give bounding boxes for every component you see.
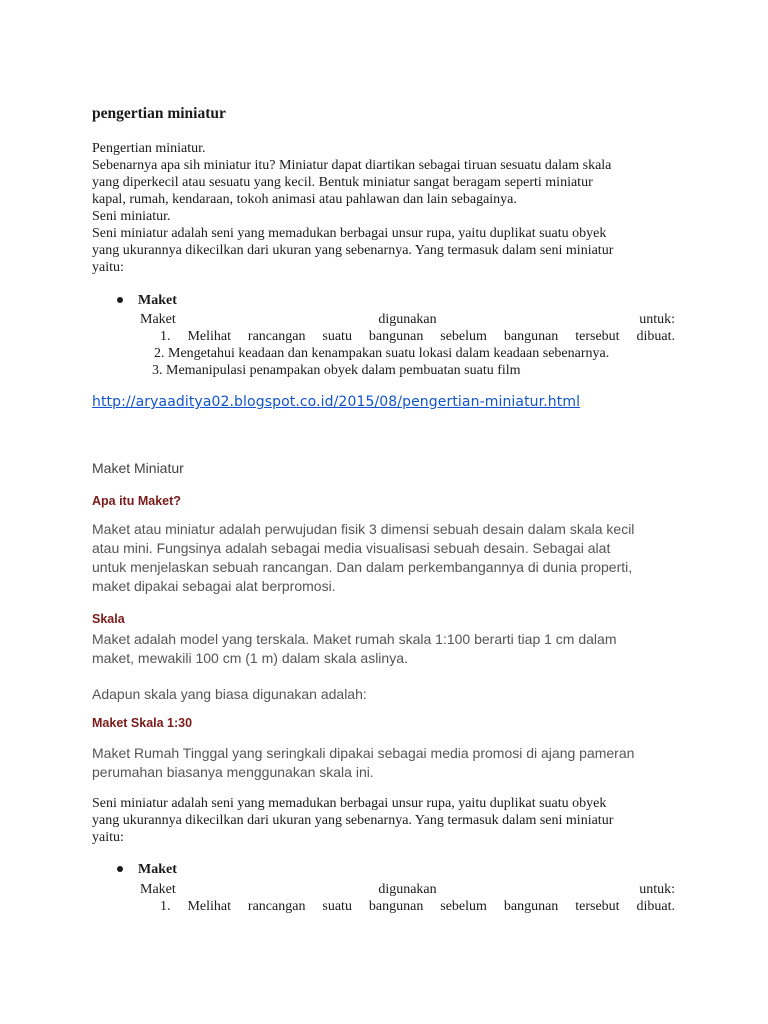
intro-line: yang diperkecil atau sesuatu yang kecil. Bentuk miniatur sangat beragam seperti miniatur (92, 175, 593, 190)
paragraph-line: untuk menjelaskan sebuah rancangan. Dan dalam perkembangannya di dunia properti, (92, 559, 633, 575)
intro-line: Seni miniatur. (92, 209, 171, 224)
used-for-line: Maket digunakan untuk: (140, 312, 675, 327)
intro-line: kapal, rumah, kendaraan, tokoh animasi atau pahlawan dan lain sebagainya. (92, 192, 517, 207)
intro-line: yang ukurannya dikecilkan dari ukuran yang sebenarnya. Yang termasuk dalam seni miniatur (92, 243, 614, 258)
paragraph-line: maket, mewakili 100 cm (1 m) dalam skala aslinya. (92, 650, 408, 666)
paragraph-maket-skala (92, 744, 692, 782)
ordered-item-1-repeat: 1. Melihat rancangan suatu bangunan sebelum bangunan tersebut dibuat. (160, 899, 675, 914)
bullet-item-maket (117, 293, 177, 309)
bullet-dot-icon (117, 866, 123, 872)
paragraph-line: Maket atau miniatur adalah perwujudan fisik 3 dimensi sebuah desain dalam skala kecil (92, 521, 635, 537)
intro-line: Pengertian miniatur. (92, 141, 206, 156)
paragraph-line: Maket adalah model yang terskala. Maket rumah skala 1:100 berarti tiap 1 cm dalam (92, 631, 617, 647)
repeat-line: yang ukurannya dikecilkan dari ukuran yang sebenarnya. Yang termasuk dalam seni miniatur (92, 813, 614, 828)
subheading-skala: Skala (92, 612, 125, 626)
ordered-item-2: 2. Mengetahui keadaan dan kenampakan suatu lokasi dalam keadaan sebenarnya. (154, 346, 610, 361)
section-heading: Maket Miniatur (92, 460, 184, 476)
page-title: pengertian miniatur (92, 105, 226, 122)
source-link[interactable]: http://aryaaditya02.blogspot.co.id/2015/08/pengertian-miniatur.html (92, 394, 581, 410)
used-for-line-repeat: Maket digunakan untuk: (140, 882, 675, 897)
subheading-apa-itu-maket: Apa itu Maket? (92, 494, 181, 508)
intro-line: Seni miniatur adalah seni yang memadukan berbagai unsur rupa, yaitu duplikat suatu obyek (92, 226, 607, 241)
repeat-paragraph (92, 795, 676, 846)
paragraph-skala (92, 630, 692, 668)
bullet-item-maket-repeat (117, 862, 177, 878)
subheading-maket-skala: Maket Skala 1:30 (92, 716, 193, 730)
paragraph-line: Maket Rumah Tinggal yang seringkali dipakai sebagai media promosi di ajang pameran (92, 745, 635, 761)
repeat-line: yaitu: (92, 830, 124, 845)
intro-line: Sebenarnya apa sih miniatur itu? Miniatur dapat diartikan sebagai tiruan sesuatu dalam skala (92, 158, 612, 173)
paragraph-adapun: Adapun skala yang biasa digunakan adalah: (92, 686, 367, 702)
paragraph-line: maket dipakai sebagai alat berpromosi. (92, 578, 336, 594)
bullet-label: Maket (138, 862, 177, 877)
ordered-item-1: 1. Melihat rancangan suatu bangunan sebelum bangunan tersebut dibuat. (160, 329, 675, 344)
paragraph-line: atau mini. Fungsinya adalah sebagai media visualisasi sebuah desain. Sebagai alat (92, 540, 611, 556)
bullet-dot-icon (117, 297, 123, 303)
intro-paragraph (92, 140, 676, 276)
paragraph-apa-itu-maket (92, 520, 692, 596)
bullet-label: Maket (138, 293, 177, 308)
ordered-item-3: 3. Memanipulasi penampakan obyek dalam pembuatan suatu film (152, 363, 521, 378)
repeat-line: Seni miniatur adalah seni yang memadukan berbagai unsur rupa, yaitu duplikat suatu obyek (92, 796, 607, 811)
intro-line: yaitu: (92, 260, 124, 275)
paragraph-line: perumahan biasanya menggunakan skala ini. (92, 764, 374, 780)
